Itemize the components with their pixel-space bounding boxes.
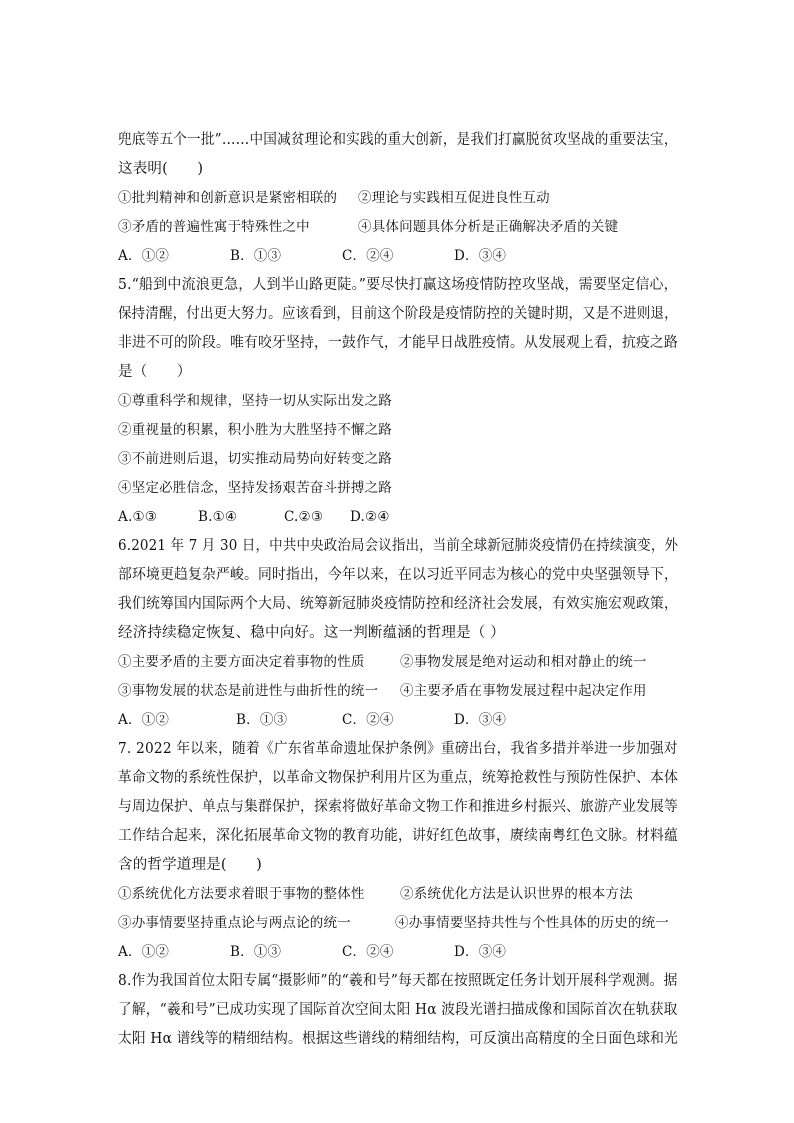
- q4-answer-choices: [118, 246, 506, 266]
- q5-choice-c: C.②③: [284, 509, 324, 525]
- q5-stem-line: 是（ ）: [118, 364, 192, 380]
- q6-choice-b: B．①③: [236, 712, 288, 728]
- q7-stem-line: 与周边保护、单点与集群保护，探索将做好革命文物工作和推进乡村振兴、旅游产业发展等: [118, 799, 679, 815]
- q6-option-1: ①主要矛盾的主要方面决定着事物的性质: [118, 654, 365, 670]
- q6-stem-line: 我们统筹国内国际两个大局、统筹新冠肺炎疫情防控和经济社会发展，有效实施宏观政策，: [118, 596, 679, 612]
- q8-stem-line: 太阳 Hα 谱线等的精细结构。根据这些谱线的精细结构，可反演出高精度的全日面色球和光: [118, 1031, 679, 1047]
- q5-stem-line: 5.“船到中流浪更急，人到半山路更陡。”要尽快打赢这场疫情防控攻坚战，需要坚定信心，: [118, 277, 678, 293]
- q5-stem-line: 非进不可的阶段。唯有咬牙坚持，一鼓作气，才能早日战胜疫情。从发展观上看，抗疫之路: [118, 335, 679, 351]
- q7-choice-a: A．①②: [118, 944, 170, 960]
- q4-choice-b: B．①③: [230, 248, 282, 264]
- q5-choice-d: D.②④: [350, 509, 390, 525]
- q6-choice-a: A．①②: [118, 712, 170, 728]
- q7-stem-line: 革命文物的系统性保护，以革命文物保护利用片区为重点，统筹抢救性与预防性保护、本体: [118, 770, 679, 786]
- q7-option-3: ③办事情要坚持重点论与两点论的统一: [118, 915, 351, 931]
- q6-choice-c: C．②④: [342, 712, 394, 728]
- q7-stem-line: 工作结合起来，深化拓展革命文物的教育功能，讲好红色故事，赓续南粤红色文脉。材料蕴: [118, 828, 679, 844]
- q4-option-1: ①批判精神和创新意识是紧密相联的: [118, 190, 338, 206]
- q6-answer-choices: [118, 710, 506, 730]
- q7-choice-c: C．②④: [342, 944, 394, 960]
- q5-option-1: ①尊重科学和规律，坚持一切从实际出发之路: [118, 393, 392, 409]
- q7-stem-line: 7. 2022 年以来，随着《广东省革命遗址保护条例》重磅出台，我省多措并举进一步加强对: [118, 741, 678, 757]
- q4-option-2: ②理论与实践相互促进良性互动: [358, 190, 550, 206]
- q6-stem-line: 经济持续稳定恢复、稳中向好。这一判断蕴涵的哲理是（ ）: [118, 625, 506, 641]
- q6-choice-d: D．③④: [454, 712, 507, 728]
- q8-stem-line: 了解，“羲和号”已成功实现了国际首次空间太阳 Hα 波段光谱扫描成像和国际首次在轨获取: [118, 1002, 678, 1018]
- q6-options-row-2: [118, 681, 647, 701]
- q7-option-2: ②系统优化方法是认识世界的根本方法: [400, 886, 633, 902]
- q4-stem-line: 兜底等五个一批”……中国减贫理论和实践的重大创新，是我们打赢脱贫攻坚战的重要法宝，: [118, 132, 678, 148]
- q7-answer-choices: [118, 942, 506, 962]
- q4-option-4: ④具体问题具体分析是正确解决矛盾的关键: [358, 219, 619, 235]
- q7-option-1: ①系统优化方法要求着眼于事物的整体性: [118, 886, 365, 902]
- q5-answer-choices: [118, 507, 390, 527]
- q5-option-4: ④坚定必胜信念，坚持发扬艰苦奋斗拼搏之路: [118, 480, 392, 496]
- q4-choice-d: D．③④: [454, 248, 507, 264]
- q7-option-4: ④办事情要坚持共性与个性具体的历史的统一: [395, 915, 669, 931]
- q5-choice-a: A.①③: [118, 509, 158, 525]
- q5-option-3: ③不前进则后退，切实推动局势向好转变之路: [118, 451, 392, 467]
- q7-options-row-1: [118, 884, 633, 904]
- q6-stem-line: 部环境更趋复杂严峻。同时指出，今年以来，在以习近平同志为核心的党中央坚强领导下，: [118, 567, 679, 583]
- q8-stem-line: 8.作为我国首位太阳专属“摄影师”的“羲和号”每天都在按照既定任务计划开展科学观测。据: [118, 973, 678, 989]
- q4-options-row-1: [118, 188, 550, 208]
- q4-option-3: ③矛盾的普遍性寓于特殊性之中: [118, 219, 310, 235]
- q5-choice-b: B.①④: [198, 509, 238, 525]
- q6-option-4: ④主要矛盾在事物发展过程中起决定作用: [400, 683, 647, 699]
- q5-option-2: ②重视量的积累，积小胜为大胜坚持不懈之路: [118, 422, 392, 438]
- q7-choice-b: B．①③: [230, 944, 282, 960]
- q4-options-row-2: [118, 217, 619, 237]
- q6-stem-line: 6.2021 年 7 月 30 日，中共中央政治局会议指出，当前全球新冠肺炎疫情仍在持续演变，外: [118, 538, 679, 554]
- q4-choice-c: C．②④: [342, 248, 394, 264]
- q5-stem-line: 保持清醒，付出更大努力。应该看到，目前这个阶段是疫情防控的关键时期，又是不进则退，: [118, 306, 678, 322]
- q7-stem-line: 含的哲学道理是( ): [118, 857, 263, 873]
- q7-options-row-2: [118, 913, 669, 933]
- q4-stem-line: 这表明( ): [118, 161, 204, 177]
- q4-choice-a: A．①②: [118, 248, 170, 264]
- q6-option-2: ②事物发展是绝对运动和相对静止的统一: [400, 654, 647, 670]
- q7-choice-d: D．③④: [454, 944, 507, 960]
- q6-options-row-1: [118, 652, 647, 672]
- q6-option-3: ③事物发展的状态是前进性与曲折性的统一: [118, 683, 379, 699]
